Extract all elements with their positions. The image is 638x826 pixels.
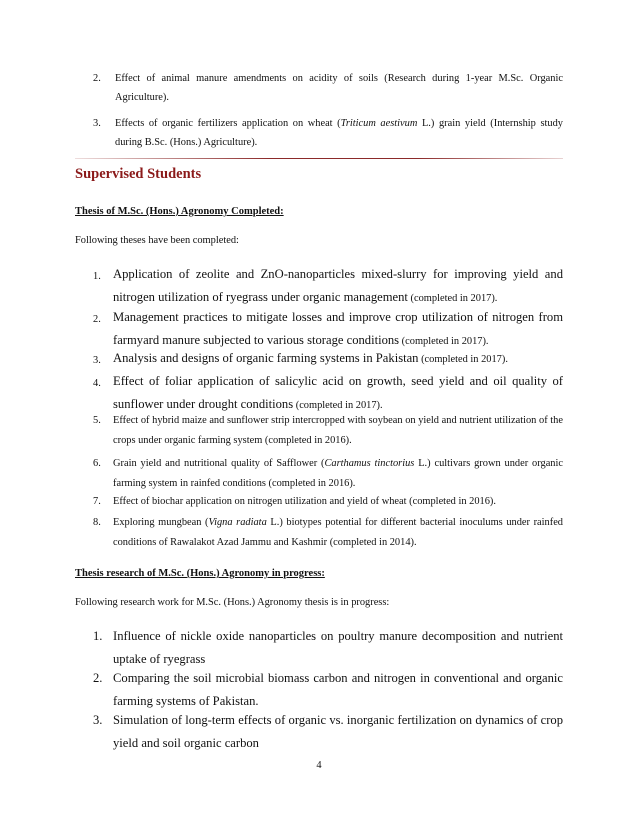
item-text: Grain yield and nutritional quality of Safflower (Carthamus tinctorius L.) cultivars grown under organic farming system in rainfed conditions (completed in 2016). xyxy=(113,458,563,489)
section-title: Supervised Students xyxy=(75,166,202,182)
in-progress-heading: Thesis research of M.Sc. (Hons.) Agronomy in progress: xyxy=(75,568,325,579)
species-name: Carthamus tinctorius xyxy=(324,458,415,469)
list-item xyxy=(93,370,563,417)
item-text: Influence of nickle oxide nanoparticles on poultry manure decomposition and nutrient uptake of ryegrass xyxy=(113,629,563,666)
item-number: 5. xyxy=(93,415,101,426)
item-number: 3. xyxy=(93,118,101,129)
item-text: Effect of biochar application on nitrogen utilization and yield of wheat (completed in 2016). xyxy=(113,496,496,507)
page-number: 4 xyxy=(316,760,322,771)
item-number: 2. xyxy=(93,314,101,325)
item-text: Effect of foliar application of salicylic acid on growth, seed yield and oil quality of sunflower under drought conditions (completed in 2017). xyxy=(113,374,563,411)
item-text: Application of zeolite and ZnO-nanoparticles mixed-slurry for improving yield and nitrogen utilization of ryegrass under organic management (completed in 2017). xyxy=(113,267,563,304)
list-item xyxy=(93,263,563,310)
item-text: Comparing the soil microbial biomass carbon and nitrogen in conventional and organic farming systems of Pakistan. xyxy=(113,671,563,708)
item-text: Exploring mungbean (Vigna radiata L.) biotypes potential for different bacterial inoculums under rainfed conditions of Rawalakot Azad Jammu and Kashmir (completed in 2014). xyxy=(113,517,563,548)
list-item xyxy=(93,411,563,450)
item-number: 3. xyxy=(93,713,103,727)
item-number: 7. xyxy=(93,496,101,507)
species-name: Triticum aestivum xyxy=(340,118,418,129)
item-text: Simulation of long-term effects of organic vs. inorganic fertilization on dynamics of crop yield and soil organic carbon xyxy=(113,713,563,750)
list-item xyxy=(93,625,563,671)
list-item xyxy=(93,306,563,353)
item-text: Management practices to mitigate losses and improve crop utilization of nitrogen from farmyard manure subjected to various storage conditions (completed in 2017). xyxy=(113,310,563,347)
item-text: Effects of organic fertilizers application on wheat (Triticum aestivum L.) grain yield (Internship study during B.Sc. (Hons.) Agriculture). xyxy=(115,118,563,148)
list-item xyxy=(93,667,563,713)
item-number: 4. xyxy=(93,378,101,389)
item-number: 3. xyxy=(93,355,101,366)
item-number: 2. xyxy=(93,73,101,84)
list-item xyxy=(93,114,563,152)
in-progress-intro: Following research work for M.Sc. (Hons.) Agronomy thesis is in progress: xyxy=(75,597,390,608)
completed-intro: Following theses have been completed: xyxy=(75,235,239,246)
section-divider xyxy=(75,158,563,159)
completed-heading: Thesis of M.Sc. (Hons.) Agronomy Completed: xyxy=(75,206,284,217)
list-item xyxy=(93,347,563,372)
item-number: 1. xyxy=(93,271,101,282)
list-item xyxy=(93,709,563,755)
list-item xyxy=(93,454,563,493)
item-text: Analysis and designs of organic farming systems in Pakistan (completed in 2017). xyxy=(113,351,508,365)
item-number: 6. xyxy=(93,458,101,469)
item-text: Effect of animal manure amendments on acidity of soils (Research during 1-year M.Sc. Organic Agriculture). xyxy=(115,73,563,103)
list-item xyxy=(93,492,563,512)
item-number: 8. xyxy=(93,517,101,528)
item-text: Effect of hybrid maize and sunflower strip intercropped with soybean on yield and nutrient utilization of the crops under organic farming system (completed in 2016). xyxy=(113,415,563,446)
item-number: 1. xyxy=(93,629,103,643)
list-item xyxy=(93,513,563,552)
list-item xyxy=(93,69,563,107)
item-number: 2. xyxy=(93,671,103,685)
species-name: Vigna radiata xyxy=(208,517,267,528)
